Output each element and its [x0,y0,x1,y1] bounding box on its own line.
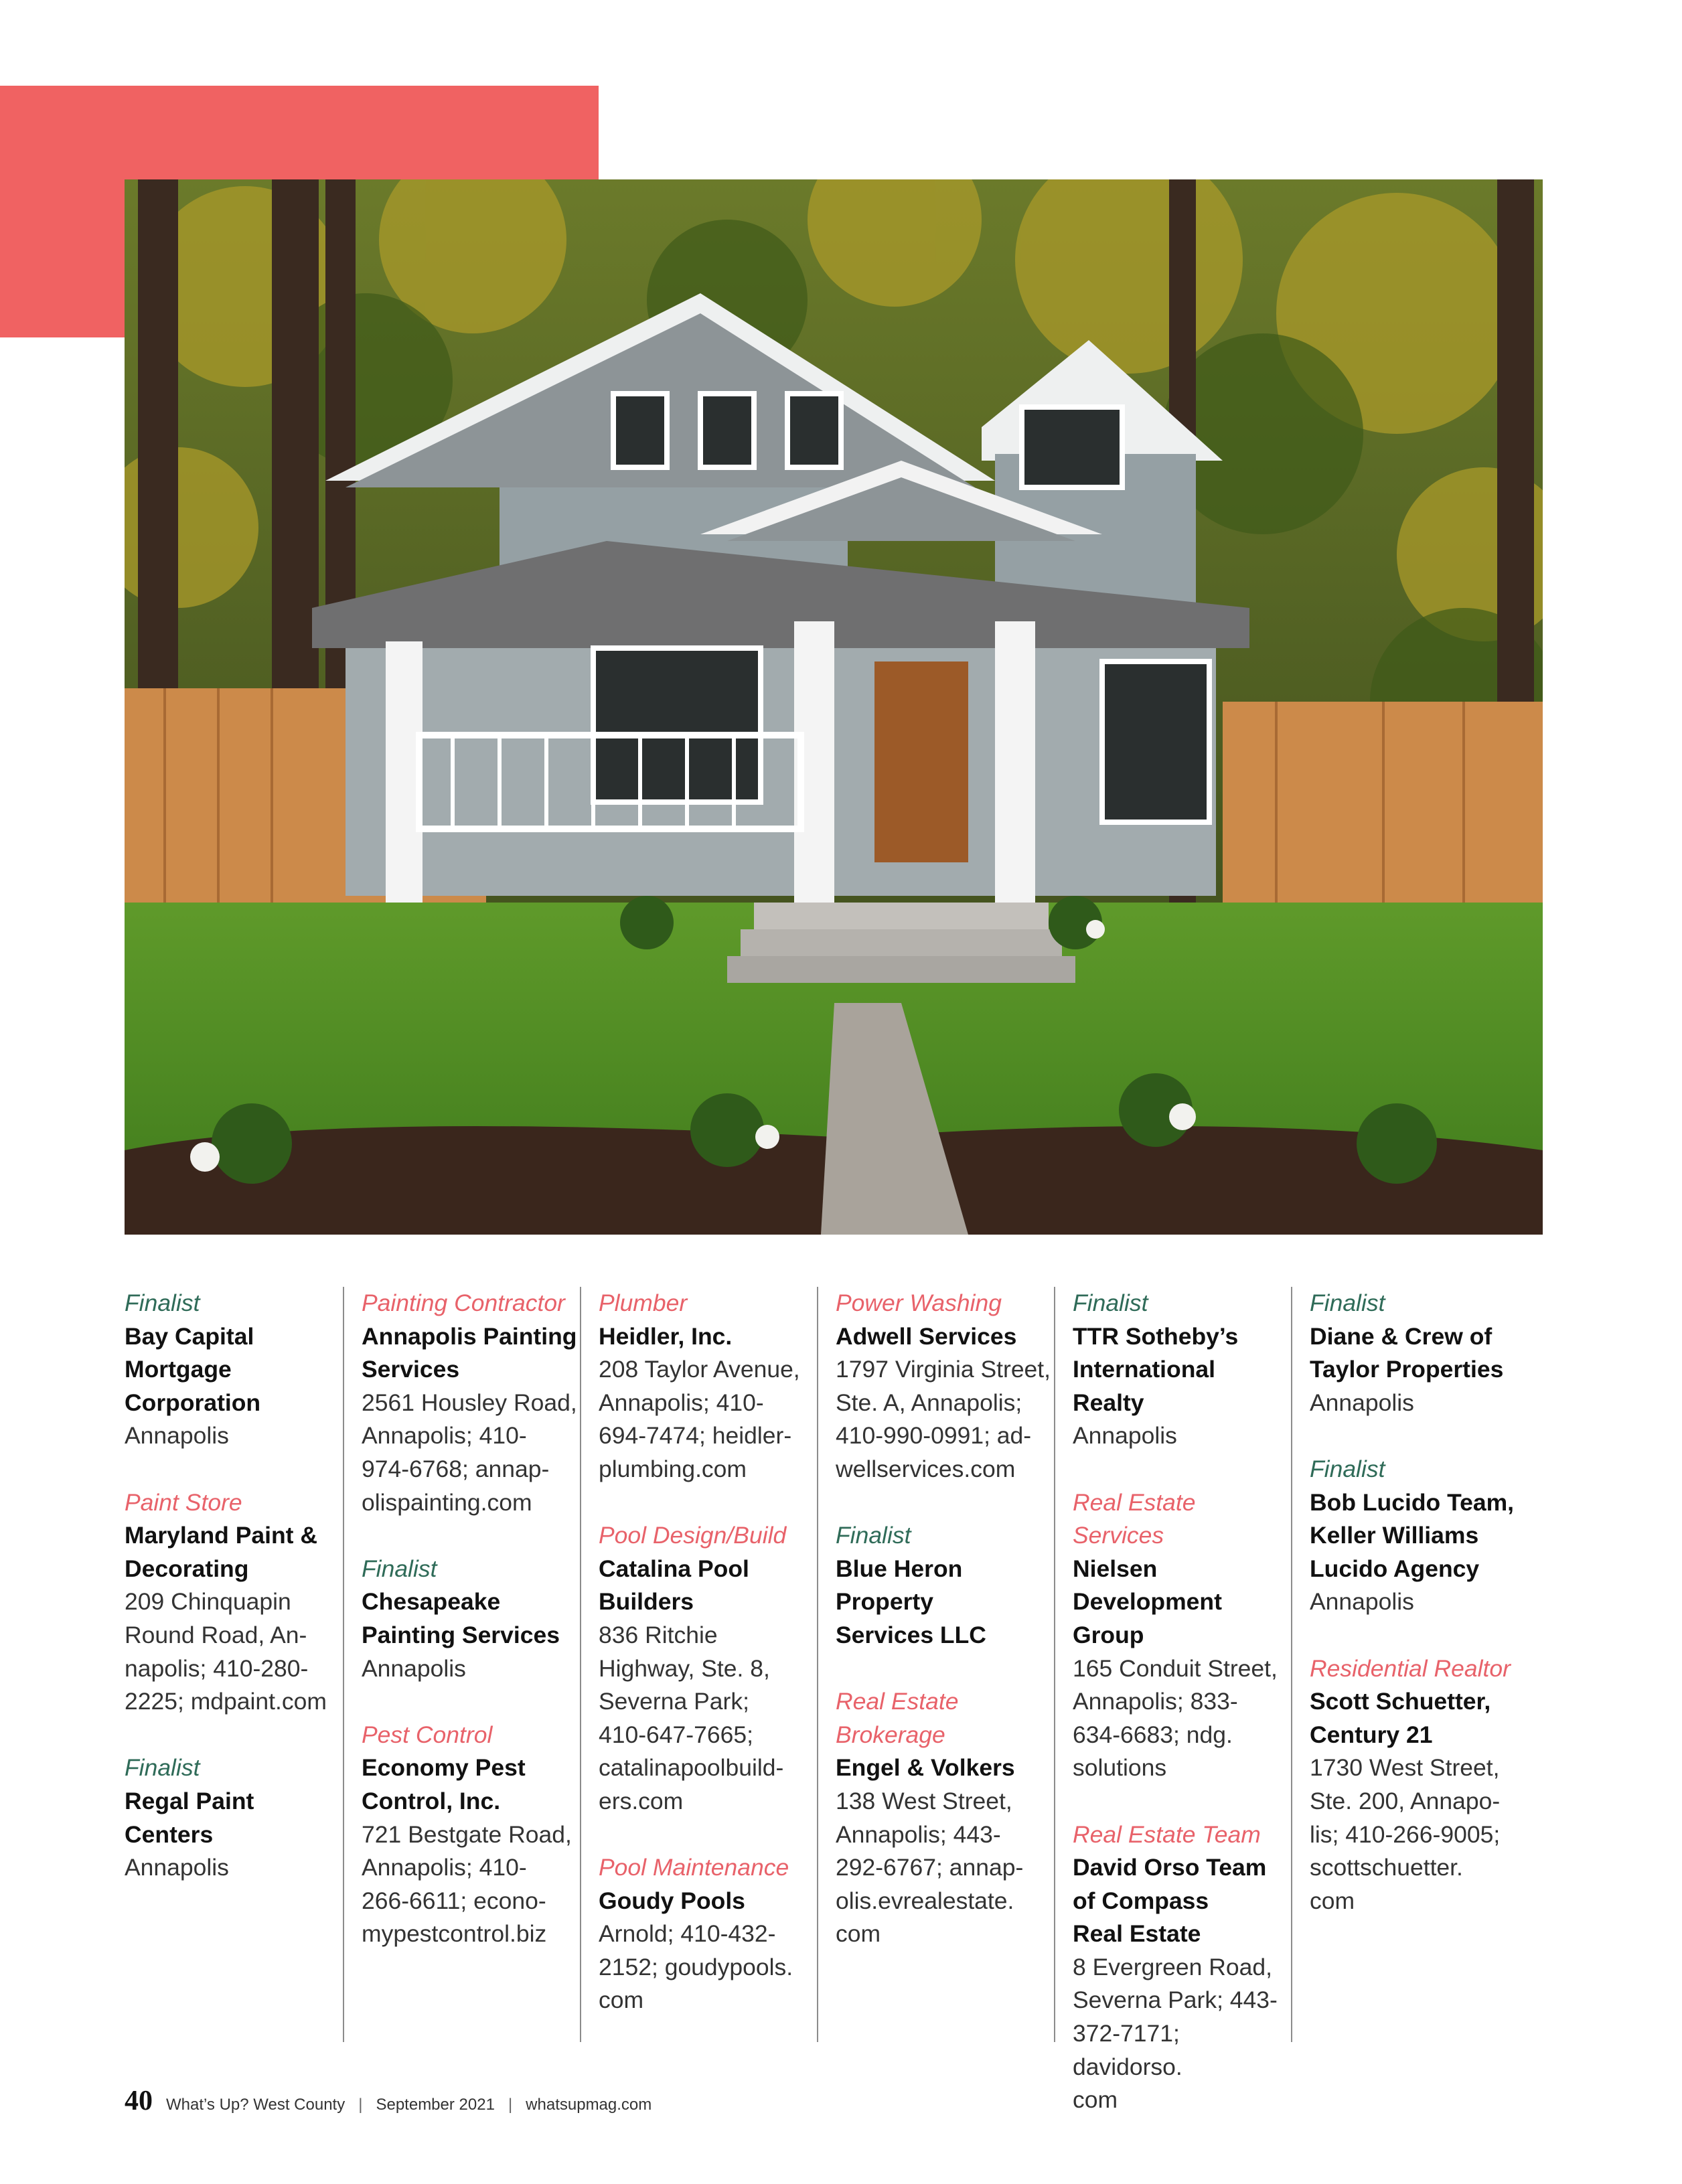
listing-entry [599,1519,820,1818]
business-details: com [1310,1887,1355,1914]
business-details: Severna Park; [599,1688,749,1715]
category-label: Pool Design/Build [599,1522,787,1549]
business-details: Annapolis; 410- [599,1389,764,1416]
category-label: Plumber [599,1290,688,1316]
business-name: Bay Capital [125,1322,254,1350]
business-name: Lucido Agency [1310,1555,1480,1582]
listing-entry [1073,1287,1294,1453]
business-details: 836 Ritchie [599,1621,718,1648]
business-name: Goudy Pools [599,1887,745,1914]
business-details: lis; 410-266-9005; [1310,1820,1501,1848]
business-details: Annapolis; 833- [1073,1688,1238,1715]
business-name: Chesapeake [362,1588,501,1616]
business-name: Diane & Crew of [1310,1322,1493,1350]
business-name: Mortgage [125,1356,232,1383]
listing-entry [599,1851,820,2017]
category-label: Power Washing [836,1290,1002,1316]
business-name: Builders [599,1588,694,1616]
business-details: 2152; goudypools. [599,1953,793,1980]
business-details: 266-6611; econo- [362,1887,546,1914]
category-label: Pest Control [362,1721,493,1748]
business-details: Annapolis; 443- [836,1820,1001,1848]
page-footer [125,2085,652,2118]
listing-column [125,1287,346,2042]
business-name: Maryland Paint & [125,1522,318,1549]
business-details: 1797 Virginia Street, [836,1356,1051,1383]
business-name: David Orso Team [1073,1854,1267,1881]
listing-column [580,1287,820,2042]
finalist-label: Finalist [836,1522,911,1549]
business-name: Heidler, Inc. [599,1322,733,1350]
category-label: Real Estate [1073,1488,1196,1516]
business-name: Annapolis Painting [362,1322,577,1350]
business-details: Annapolis; 410- [362,1854,527,1881]
listing-entry [1310,1287,1531,1419]
finalist-label: Finalist [125,1290,200,1316]
business-details: Severna Park; 443- [1073,1986,1278,2014]
listing-column [1054,1287,1294,2114]
business-name: Keller Williams [1310,1522,1479,1549]
listing-entry [362,1553,583,1685]
business-details: 138 West Street, [836,1787,1012,1814]
business-details: scottschuetter. [1310,1854,1463,1881]
listing-entry [836,1287,1057,1486]
business-details: Highway, Ste. 8, [599,1654,770,1682]
business-name: Realty [1073,1389,1144,1416]
website-link[interactable]: whatsupmag.com [526,2096,652,2114]
business-details: catalinapoolbuild- [599,1754,784,1782]
business-details: com [1073,2086,1118,2114]
business-details: 634-6683; ndg. [1073,1721,1233,1748]
business-name: Centers [125,1820,214,1848]
business-name: Real Estate [1073,1920,1201,1948]
business-name: Economy Pest [362,1754,526,1782]
business-details: Annapolis [125,1422,229,1450]
business-details: 2561 Housley Road, [362,1389,577,1416]
business-name: Services LLC [836,1621,986,1648]
listing-entry [125,1486,346,1719]
footer-separator: | [358,2096,363,2114]
listing-entry [362,1287,583,1519]
business-name: Decorating [125,1555,249,1582]
business-name: TTR Sotheby’s [1073,1322,1239,1350]
business-details: Annapolis [1310,1389,1414,1416]
listing-entry [836,1519,1057,1652]
business-name: Development Group [1073,1588,1222,1648]
business-name: Catalina Pool [599,1555,749,1582]
business-details: Round Road, An- [125,1621,307,1648]
business-details: plumbing.com [599,1455,747,1482]
business-details: Annapolis [125,1854,229,1881]
business-details: 292-6767; annap- [836,1854,1024,1881]
finalist-label: Finalist [125,1754,200,1782]
category-label: Real Estate Team [1073,1820,1261,1848]
business-details: 1730 West Street, [1310,1754,1500,1782]
finalist-label: Finalist [1310,1290,1385,1316]
business-details: wellservices.com [836,1455,1016,1482]
business-details: Arnold; 410-432- [599,1920,776,1948]
listing-entry [836,1685,1057,1951]
business-details: 694-7474; heidler- [599,1422,792,1450]
finalist-label: Finalist [1310,1455,1385,1482]
business-details: Annapolis [1073,1422,1177,1450]
business-name: Blue Heron [836,1555,963,1582]
house-photo [125,179,1543,1235]
business-name: of Compass [1073,1887,1209,1914]
business-details: com [836,1920,881,1948]
business-name: Adwell Services [836,1322,1017,1350]
business-details: Annapolis; 410- [362,1422,527,1450]
business-details: 209 Chinquapin [125,1588,291,1616]
finalist-label: Finalist [362,1555,437,1582]
business-details: olis.evrealestate. [836,1887,1014,1914]
listing-entry [125,1751,346,1884]
listing-column [817,1287,1057,2042]
listing-entry [1310,1453,1531,1619]
business-name: Scott Schuetter, [1310,1688,1491,1715]
category-label: Pool Maintenance [599,1854,789,1881]
publication-name: What’s Up? West County [166,2096,346,2114]
business-details: 208 Taylor Avenue, [599,1356,800,1383]
listing-entry [362,1719,583,1951]
business-name: International [1073,1356,1216,1383]
business-name: Bob Lucido Team, [1310,1488,1515,1516]
listing-entry [1073,1486,1294,1785]
page-number: 40 [125,2086,153,2116]
category-label: Services [1073,1522,1164,1549]
footer-separator: | [508,2096,513,2114]
business-details: napolis; 410-280- [125,1654,309,1682]
listing-column [343,1287,583,2042]
business-details: mypestcontrol.biz [362,1920,547,1948]
business-details: ers.com [599,1787,684,1814]
business-name: Taylor Properties [1310,1356,1504,1383]
business-name: Regal Paint [125,1787,254,1814]
business-details: Annapolis [362,1654,466,1682]
business-details: Ste. A, Annapolis; [836,1389,1022,1416]
business-name: Century 21 [1310,1721,1433,1748]
business-details: solutions [1073,1754,1167,1782]
listing-entry [1310,1652,1531,1918]
business-details: 8 Evergreen Road, [1073,1953,1272,1980]
business-details: 2225; mdpaint.com [125,1688,327,1715]
business-details: 372-7171; davidorso. [1073,2020,1182,2080]
business-details: 410-990-0991; ad- [836,1422,1032,1450]
category-label: Brokerage [836,1721,945,1748]
business-details: com [599,1986,644,2014]
business-name: Engel & Volkers [836,1754,1015,1782]
business-details: 165 Conduit Street, [1073,1654,1278,1682]
category-label: Real Estate [836,1688,959,1715]
business-name: Property [836,1588,933,1616]
finalist-label: Finalist [1073,1290,1148,1316]
business-name: Services [362,1356,460,1383]
category-label: Paint Store [125,1488,242,1516]
business-name: Painting Services [362,1621,560,1648]
business-details: 974-6768; annap- [362,1455,550,1482]
business-details: olispainting.com [362,1488,532,1516]
category-label: Residential Realtor [1310,1654,1511,1682]
business-details: 721 Bestgate Road, [362,1820,572,1848]
business-details: Annapolis [1310,1588,1414,1616]
business-name: Corporation [125,1389,261,1416]
category-label: Painting Contractor [362,1290,565,1316]
business-details: Ste. 200, Annapo- [1310,1787,1501,1814]
listing-entry [599,1287,820,1486]
listing-column [1291,1287,1531,2042]
business-name: Control, Inc. [362,1787,501,1814]
business-details: 410-647-7665; [599,1721,753,1748]
issue-date: September 2021 [376,2096,495,2114]
business-name: Nielsen [1073,1555,1158,1582]
listing-entry [125,1287,346,1453]
listing-entry [1073,1818,1294,2117]
